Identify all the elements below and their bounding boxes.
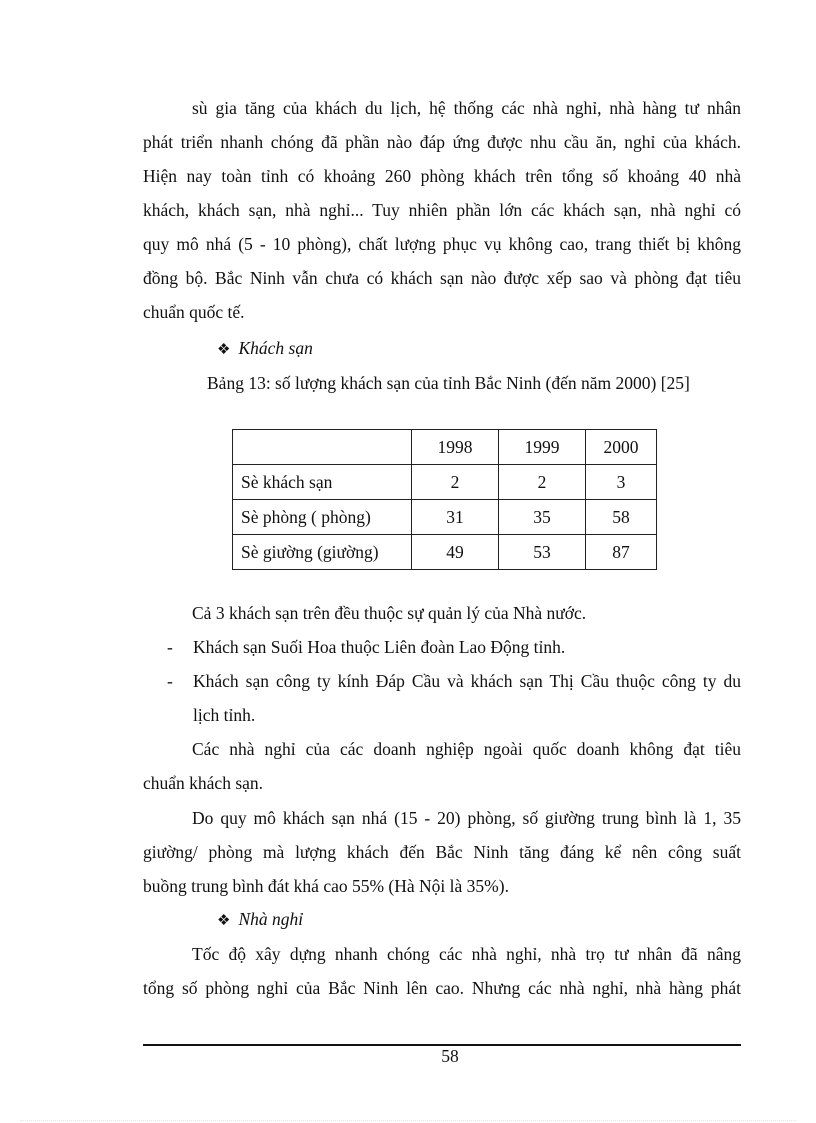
intro-paragraph bbox=[143, 91, 741, 329]
text-line: tổng số phòng nghỉ của Bắc Ninh lên cao. Nhưng các nhà nghỉ, nhà hàng phát bbox=[143, 978, 741, 998]
table-cell: 3 bbox=[586, 465, 657, 500]
table-cell: 87 bbox=[586, 535, 657, 570]
page-number: 58 bbox=[441, 1046, 459, 1066]
diamond-bullet-icon: ❖ bbox=[217, 342, 231, 358]
text-line: khách, khách sạn, nhà nghỉ... Tuy nhiên phần lớn các khách sạn, nhà nghỉ có bbox=[143, 200, 741, 220]
text-line: chuẩn khách sạn. bbox=[143, 773, 264, 793]
section-title: Nhà nghỉ bbox=[238, 909, 304, 929]
bullet-item bbox=[193, 630, 741, 664]
table-row bbox=[233, 465, 657, 500]
text-line: lịch tỉnh. bbox=[193, 705, 256, 725]
table-header-cell: 2000 bbox=[586, 430, 657, 465]
table-cell: 2 bbox=[412, 465, 499, 500]
text-line: chuẩn quốc tế. bbox=[143, 302, 245, 322]
table-cell: 2 bbox=[499, 465, 586, 500]
text-line: giường/ phòng mà lượng khách đến Bắc Ninh tăng đáng kể nên công suất bbox=[143, 842, 741, 862]
table-cell: 53 bbox=[499, 535, 586, 570]
text-line: Khách sạn Suối Hoa thuộc Liên đoàn Lao Động tỉnh. bbox=[193, 637, 566, 657]
text-line: đồng bộ. Bắc Ninh vẫn chưa có khách sạn nào được xếp sao và phòng đạt tiêu bbox=[143, 268, 741, 288]
section-title: Khách sạn bbox=[238, 338, 313, 358]
table-cell: 58 bbox=[586, 500, 657, 535]
section-heading-hotels bbox=[217, 336, 313, 362]
table-cell: 49 bbox=[412, 535, 499, 570]
text-line: Do quy mô khách sạn nhá (15 - 20) phòng, số giường trung bình là 1, 35 bbox=[192, 808, 741, 828]
table-header-cell: 1998 bbox=[412, 430, 499, 465]
table-row-label: Sè phòng ( phòng) bbox=[233, 500, 412, 535]
text-line: Khách sạn công ty kính Đáp Cầu và khách sạn Thị Cầu thuộc công ty du bbox=[193, 671, 741, 691]
table-cell: 31 bbox=[412, 500, 499, 535]
hotel-statistics-table bbox=[232, 429, 657, 570]
table-header-cell bbox=[233, 430, 412, 465]
table-row bbox=[233, 500, 657, 535]
table-cell: 35 bbox=[499, 500, 586, 535]
dash-bullet: - bbox=[167, 637, 173, 657]
text-line: sù gia tăng của khách du lịch, hệ thống các nhà nghỉ, nhà hàng tư nhân bbox=[192, 98, 741, 118]
section-heading-guesthouses bbox=[217, 907, 303, 933]
scale-paragraph bbox=[143, 801, 741, 903]
table-row-label: Sè giường (giường) bbox=[233, 535, 412, 570]
bullet-item bbox=[193, 664, 741, 732]
text-line: Các nhà nghỉ của các doanh nghiệp ngoài quốc doanh không đạt tiêu bbox=[192, 739, 741, 759]
table-header-cell: 1999 bbox=[499, 430, 586, 465]
table-row bbox=[233, 535, 657, 570]
dash-bullet: - bbox=[167, 671, 173, 691]
text-line: buồng trung bình đát khá cao 55% (Hà Nội là 35%). bbox=[143, 876, 509, 896]
text-line: Tốc độ xây dựng nhanh chóng các nhà nghỉ, nhà trọ tư nhân đã nâng bbox=[192, 944, 741, 964]
page-edge-divider bbox=[20, 1120, 796, 1121]
guesthouses-paragraph bbox=[143, 732, 741, 800]
text-line: Hiện nay toàn tỉnh có khoảng 260 phòng khách trên tổng số khoảng 40 nhà bbox=[143, 166, 741, 186]
table-caption: Bảng 13: số lượng khách sạn của tỉnh Bắc Ninh (đến năm 2000) [25] bbox=[207, 373, 690, 393]
table-header-row bbox=[233, 430, 657, 465]
diamond-bullet-icon: ❖ bbox=[217, 913, 231, 929]
text-line: Cả 3 khách sạn trên đều thuộc sự quản lý của Nhà nước. bbox=[192, 603, 587, 623]
table-row-label: Sè khách sạn bbox=[233, 465, 412, 500]
final-paragraph bbox=[143, 937, 741, 1005]
text-line: quy mô nhá (5 - 10 phòng), chất lượng phục vụ không cao, trang thiết bị không bbox=[143, 234, 741, 254]
text-line: phát triển nhanh chóng đã phần nào đáp ứng được nhu cầu ăn, nghỉ của khách. bbox=[143, 132, 741, 152]
ownership-intro bbox=[192, 596, 741, 630]
